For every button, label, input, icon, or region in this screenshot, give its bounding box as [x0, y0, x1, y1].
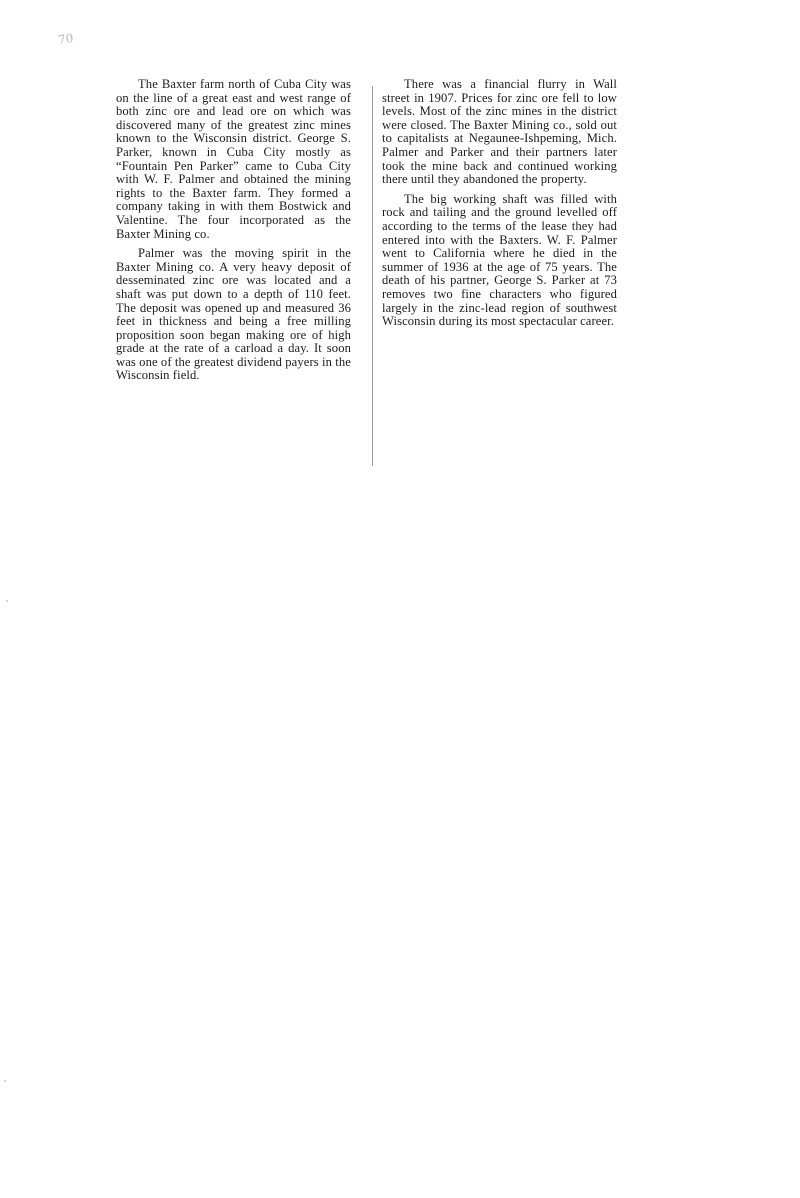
article-left-column	[116, 78, 351, 389]
scan-speck	[4, 1080, 6, 1082]
margin-note: 70	[57, 31, 75, 47]
article-right-column	[382, 78, 617, 335]
paragraph: The big working shaft was filled with rock and tailing and the ground levelled off according to the terms of the lease they had entered into with the Baxters. W. F. Palmer went to California where he died in the summer of 1936 at the age of 75 years. The death of his partner, George S. Parker at 73 removes two fine characters who figured largely in the zinc-lead region of southwest Wisconsin during its most spectacular career.	[382, 191, 617, 329]
paragraph: The Baxter farm north of Cuba City was on the line of a great east and west range of both zinc ore and lead ore on which was discovered many of the greatest zinc mines known to the Wisconsin district. George S. Parker, known in Cuba City mostly as “Fountain Pen Parker” came to Cuba City with W. F. Palmer and obtained the mining rights to the Baxter farm. They formed a company taking in with them Bostwick and Valentine. The four incorporated as the Baxter Mining co.	[116, 77, 351, 241]
paragraph: Palmer was the moving spirit in the Baxter Mining co. A very heavy deposit of desseminated zinc ore was located and a shaft was put down to a depth of 110 feet. The deposit was opened up and measured 36 feet in thickness and being a free milling proposition soon began making ore of high grade at the rate of a carload a day. It soon was one of the greatest dividend payers in the Wisconsin field.	[116, 246, 351, 383]
column-divider	[372, 86, 373, 466]
scan-speck	[6, 600, 8, 602]
paragraph: There was a financial flurry in Wall street in 1907. Prices for zinc ore fell to low levels. Most of the zinc mines in the district were closed. The Baxter Mining co., sold out to capitalists at Negaunee-Ishpeming, Mich. Palmer and Parker and their partners later took the mine back and continued working there until they abandoned the property.	[382, 77, 617, 187]
